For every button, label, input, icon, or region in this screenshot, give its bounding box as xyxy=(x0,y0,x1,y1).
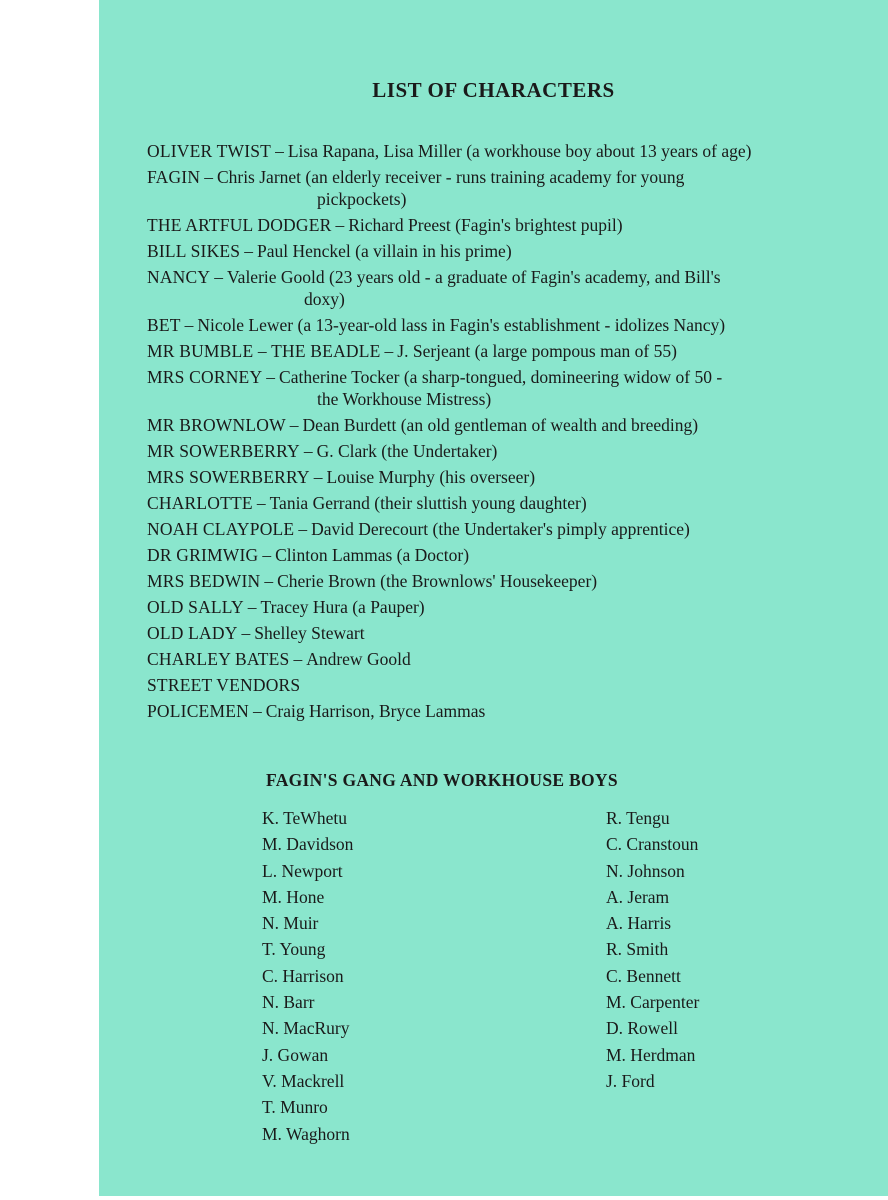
actor-name: Chris Jarnet xyxy=(216,167,302,187)
dash-separator: – xyxy=(247,597,257,617)
gang-list-left xyxy=(262,805,353,1147)
gang-member: V. Mackrell xyxy=(262,1070,345,1091)
cast-entry xyxy=(147,466,882,488)
dash-separator: – xyxy=(266,367,276,387)
character-name: OLD SALLY xyxy=(147,597,244,617)
character-description: (a Pauper) xyxy=(352,597,425,617)
character-name: DR GRIMWIG xyxy=(147,545,259,565)
dash-separator: – xyxy=(241,623,251,643)
character-description: (the Undertaker's pimply apprentice) xyxy=(432,519,690,539)
cast-entry xyxy=(147,366,882,410)
dash-separator: – xyxy=(204,167,213,187)
character-name: THE ARTFUL DODGER xyxy=(147,215,332,235)
actor-name: David Derecourt xyxy=(311,519,429,539)
gang-member: N. Johnson xyxy=(606,860,685,881)
character-description: (a 13-year-old lass in Fagin's establishment - idolizes Nancy) xyxy=(297,315,726,335)
dash-separator: – xyxy=(184,315,194,335)
gang-member: K. TeWhetu xyxy=(262,808,347,828)
character-name: OLD LADY xyxy=(147,623,238,643)
dash-separator: – xyxy=(313,467,323,487)
cast-entry xyxy=(147,570,882,592)
gang-member: M. Carpenter xyxy=(606,992,700,1013)
actor-name: Richard Preest xyxy=(348,215,451,235)
dash-separator: – xyxy=(252,701,262,721)
character-description: (a large pompous man of 55) xyxy=(474,341,677,361)
page-title: LIST OF CHARACTERS xyxy=(372,78,615,102)
actor-name: Andrew Goold xyxy=(306,649,411,669)
dash-separator: – xyxy=(214,267,223,287)
cast-entry xyxy=(147,214,882,236)
cast-entry xyxy=(147,492,882,514)
gang-member: J. Ford xyxy=(606,1070,655,1091)
character-name: BILL SIKES xyxy=(147,241,241,261)
actor-name: Tania Gerrand xyxy=(269,493,370,513)
dash-separator: – xyxy=(262,545,272,565)
character-name: STREET VENDORS xyxy=(147,675,301,695)
character-description: (the Undertaker) xyxy=(381,441,498,461)
gang-member: T. Young xyxy=(262,939,326,960)
dash-separator: – xyxy=(335,215,345,235)
cast-list xyxy=(147,140,882,726)
dash-separator: – xyxy=(293,649,303,669)
actor-name: Lisa Rapana, Lisa Miller xyxy=(287,141,462,161)
character-name: CHARLOTTE xyxy=(147,493,253,513)
character-name: CHARLEY BATES xyxy=(147,649,290,669)
character-description: (a Doctor) xyxy=(396,545,470,565)
character-name: POLICEMEN xyxy=(147,701,249,721)
character-description: (their sluttish young daughter) xyxy=(374,493,587,513)
dash-separator: – xyxy=(303,441,313,461)
gang-member: R. Smith xyxy=(606,939,669,960)
gang-member: M. Davidson xyxy=(262,834,354,855)
gang-member: J. Gowan xyxy=(262,1044,329,1065)
dash-separator: – xyxy=(384,341,394,361)
actor-name: G. Clark xyxy=(316,441,377,461)
character-name: BET xyxy=(147,315,181,335)
gang-member: N. Muir xyxy=(262,913,319,934)
character-name: FAGIN xyxy=(147,167,201,187)
cast-entry xyxy=(147,266,882,310)
character-description: (Fagin's brightest pupil) xyxy=(455,215,623,235)
actor-name: Clinton Lammas xyxy=(275,545,393,565)
cast-entry xyxy=(147,596,882,618)
cast-entry xyxy=(147,166,882,210)
actor-name: Catherine Tocker xyxy=(279,367,400,387)
cast-entry xyxy=(147,240,882,262)
gang-member: D. Rowell xyxy=(606,1018,678,1039)
gang-list-right xyxy=(606,805,699,1094)
gang-member: R. Tengu xyxy=(606,808,670,828)
character-name: OLIVER TWIST xyxy=(147,141,272,161)
programme-page xyxy=(99,0,888,1196)
character-description: (a workhouse boy about 13 years of age) xyxy=(466,141,752,161)
character-name: MRS BEDWIN xyxy=(147,571,261,591)
cast-entry xyxy=(147,140,882,162)
gang-member: A. Jeram xyxy=(606,886,670,907)
actor-name: Dean Burdett xyxy=(302,415,397,435)
actor-name: Craig Harrison, Bryce Lammas xyxy=(265,701,486,721)
gang-member: M. Waghorn xyxy=(262,1123,350,1144)
gang-member: C. Cranstoun xyxy=(606,834,699,855)
gang-member: C. Harrison xyxy=(262,965,344,986)
actor-name: Valerie Goold xyxy=(226,267,325,287)
cast-entry xyxy=(147,314,882,336)
gang-member: C. Bennett xyxy=(606,965,681,986)
character-name: MR BROWNLOW xyxy=(147,415,286,435)
character-description-continued: the Workhouse Mistress) xyxy=(317,389,492,409)
actor-name: Shelley Stewart xyxy=(254,623,365,643)
character-name: MR BUMBLE – THE BEADLE xyxy=(147,341,381,361)
cast-entry xyxy=(147,340,882,362)
actor-name: Cherie Brown xyxy=(277,571,376,591)
dash-separator: – xyxy=(244,241,253,261)
character-description: (his overseer) xyxy=(439,467,536,487)
dash-separator: – xyxy=(289,415,299,435)
actor-name: J. Serjeant xyxy=(397,341,471,361)
cast-entry xyxy=(147,622,882,644)
character-description-continued: pickpockets) xyxy=(317,189,407,209)
cast-entry xyxy=(147,544,882,566)
character-description: (the Brownlows' Housekeeper) xyxy=(380,571,598,591)
cast-entry xyxy=(147,440,882,462)
character-description: (a villain in his prime) xyxy=(355,241,512,261)
gang-member: A. Harris xyxy=(606,913,672,934)
character-name: MR SOWERBERRY xyxy=(147,441,300,461)
character-description: (an elderly receiver - runs training academy for young xyxy=(305,167,685,187)
dash-separator: – xyxy=(298,519,308,539)
character-description: (an old gentleman of wealth and breeding) xyxy=(400,415,699,435)
dash-separator: – xyxy=(264,571,274,591)
character-name: MRS SOWERBERRY xyxy=(147,467,310,487)
cast-entry xyxy=(147,414,882,436)
character-description: (a sharp-tongued, domineering widow of 50 - xyxy=(403,367,723,387)
actor-name: Nicole Lewer xyxy=(197,315,294,335)
gang-member: N. Barr xyxy=(262,992,315,1013)
dash-separator: – xyxy=(275,141,284,161)
gang-member: N. MacRury xyxy=(262,1018,350,1039)
cast-entry xyxy=(147,518,882,540)
character-description: (23 years old - a graduate of Fagin's academy, and Bill's xyxy=(329,267,721,287)
cast-entry xyxy=(147,648,882,670)
gang-member: M. Herdman xyxy=(606,1044,696,1065)
gang-heading: FAGIN'S GANG AND WORKHOUSE BOYS xyxy=(266,770,618,790)
character-name: NANCY xyxy=(147,267,211,287)
character-description-continued: doxy) xyxy=(304,289,345,309)
gang-member: T. Munro xyxy=(262,1097,328,1118)
gang-member: M. Hone xyxy=(262,886,325,907)
character-name: MRS CORNEY xyxy=(147,367,263,387)
character-name: NOAH CLAYPOLE xyxy=(147,519,295,539)
actor-name: Tracey Hura xyxy=(260,597,348,617)
actor-name: Paul Henckel xyxy=(256,241,351,261)
actor-name: Louise Murphy xyxy=(326,467,435,487)
cast-entry xyxy=(147,700,882,722)
cast-entry xyxy=(147,674,882,696)
dash-separator: – xyxy=(256,493,266,513)
gang-member: L. Newport xyxy=(262,860,343,881)
